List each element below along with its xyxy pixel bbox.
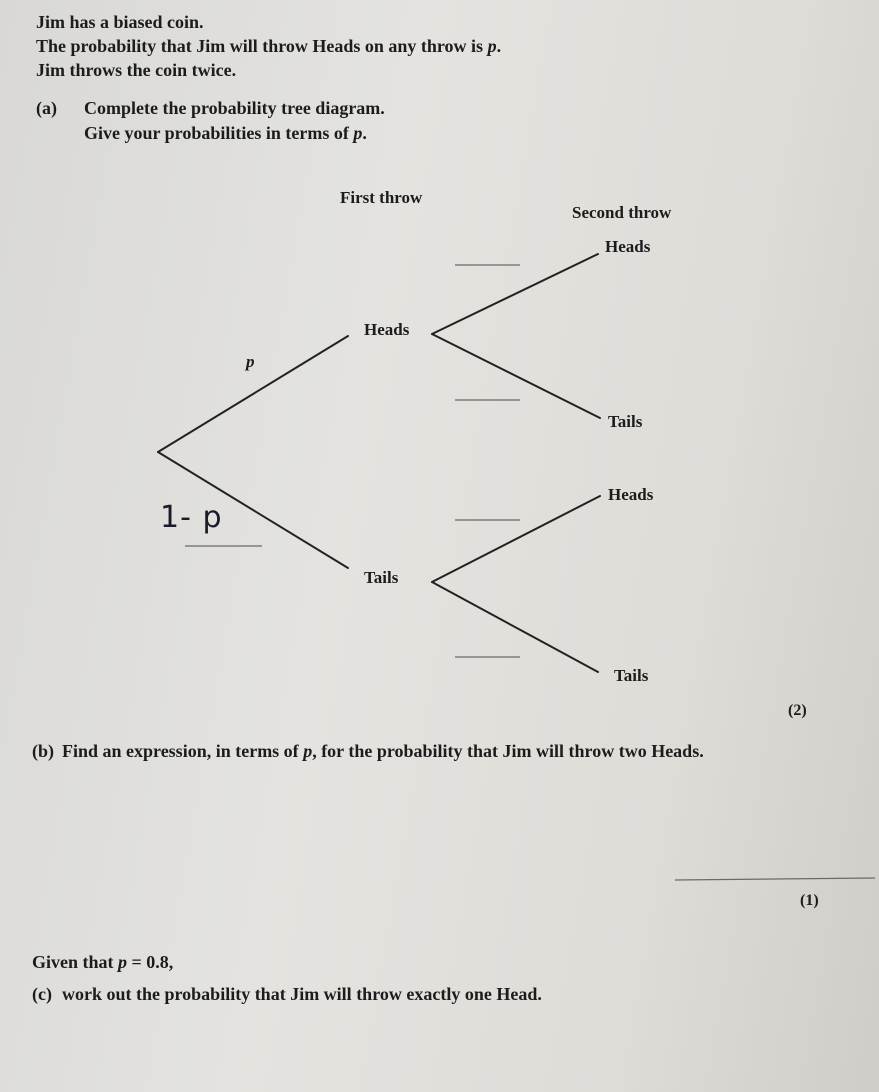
second-throw-header: Second throw xyxy=(572,203,672,222)
branch-heads-heads xyxy=(432,254,598,334)
part-a-label: (a) xyxy=(36,98,57,118)
first-throw-header: First throw xyxy=(340,188,423,207)
part-b-label: (b) xyxy=(32,741,54,761)
second-heads-1-label: Heads xyxy=(605,237,651,256)
answer-line-part-b xyxy=(675,878,875,880)
intro-line-1: Jim has a biased coin. xyxy=(36,12,204,32)
part-a-marks: (2) xyxy=(788,702,807,719)
part-b-marks: (1) xyxy=(800,892,819,909)
branch-heads-tails xyxy=(432,334,600,418)
prob-heads-label: p xyxy=(246,352,255,371)
branch-tails-heads xyxy=(432,496,600,582)
part-c-question: work out the probability that Jim will throw exactly one Head. xyxy=(62,984,542,1004)
first-heads-label: Heads xyxy=(364,320,410,339)
part-b-question: Find an expression, in terms of p, for the probability that Jim will throw two Heads. xyxy=(62,741,704,761)
part-c-label: (c) xyxy=(32,984,52,1004)
first-tails-label: Tails xyxy=(364,568,399,587)
second-heads-2-label: Heads xyxy=(608,485,654,504)
second-tails-1-label: Tails xyxy=(608,412,643,431)
intro-line-3: Jim throws the coin twice. xyxy=(36,60,237,80)
branch-tails-tails xyxy=(432,582,598,672)
second-tails-2-label: Tails xyxy=(614,666,649,685)
intro-line-2: The probability that Jim will throw Heads on any throw is p. xyxy=(36,36,502,56)
handwritten-tails-probability: 1- p xyxy=(160,500,223,535)
part-a-instruction-1: Complete the probability tree diagram. xyxy=(84,98,385,118)
given-text: Given that p = 0.8, xyxy=(32,952,174,972)
part-a-instruction-2: Give your probabilities in terms of p. xyxy=(84,123,367,143)
